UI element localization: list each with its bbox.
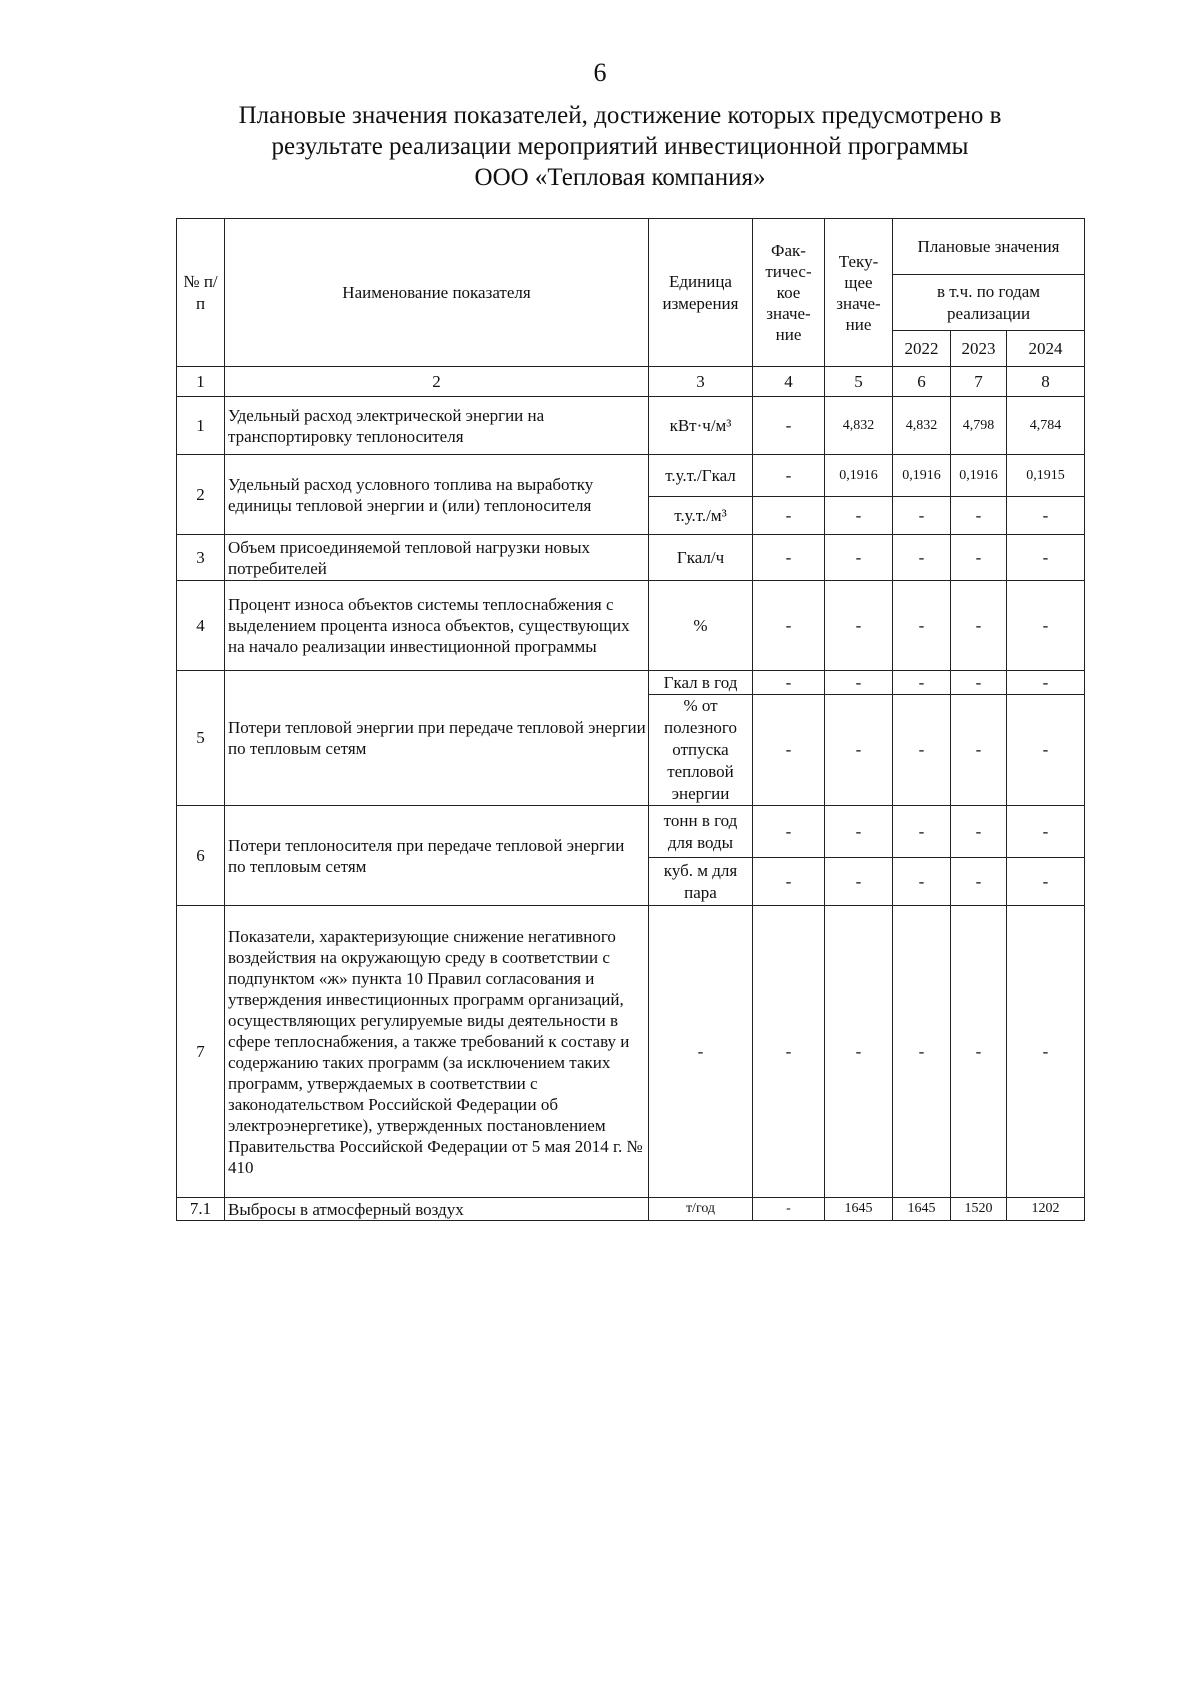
- row-current: 1645: [825, 1198, 893, 1221]
- row-2023: -: [951, 695, 1007, 806]
- header-unit: Единица измерения: [649, 219, 753, 367]
- header-year-2024: 2024: [1007, 331, 1085, 367]
- row-unit: кВт·ч/м³: [649, 397, 753, 455]
- row-2023: -: [951, 906, 1007, 1198]
- row-actual: -: [753, 906, 825, 1198]
- row-num: 3: [177, 535, 225, 581]
- table-row: [177, 1198, 1085, 1221]
- row-2024: 1202: [1007, 1198, 1085, 1221]
- row-2022: -: [893, 695, 951, 806]
- row-2022: 4,832: [893, 397, 951, 455]
- row-current: -: [825, 581, 893, 671]
- row-2024: 4,784: [1007, 397, 1085, 455]
- row-2024: -: [1007, 497, 1085, 535]
- row-unit: т/год: [649, 1198, 753, 1221]
- row-current: -: [825, 858, 893, 906]
- row-2024: -: [1007, 906, 1085, 1198]
- row-unit: % от полезного отпуска тепловой энергии: [649, 695, 753, 806]
- row-actual: -: [753, 581, 825, 671]
- table-row: [177, 535, 1085, 581]
- row-num: 7.1: [177, 1198, 225, 1221]
- header-by-years: в т.ч. по годам реализации: [893, 275, 1085, 331]
- row-name: Показатели, характеризующие снижение негативного воздействия на окружающую среду в соответствии с подпунктом «ж» пункта 10 Правил согласования и утверждения инвестиционных программ организаций, осуществляющих регулируемые виды деятельности в сфере теплоснабжения, а также требований к составу и содержанию таких программ (за исключением таких программ, утверждаемых в соответствии с законодательством Российской Федерации об электроэнергетике), утвержденных постановлением Правительства Российской Федерации от 5 мая 2014 г. № 410: [225, 906, 649, 1198]
- row-name: Объем присоединяемой тепловой нагрузки новых потребителей: [225, 535, 649, 581]
- row-actual: -: [753, 695, 825, 806]
- row-2024: -: [1007, 535, 1085, 581]
- title-line-1: Плановые значения показателей, достижение которых предусмотрено в: [238, 102, 1002, 129]
- row-name: Процент износа объектов системы теплоснабжения с выделением процента износа объектов, существующих на начало реализации инвестиционной программы: [225, 581, 649, 671]
- row-unit: т.у.т./м³: [649, 497, 753, 535]
- row-actual: -: [753, 858, 825, 906]
- row-current: 0,1916: [825, 455, 893, 497]
- row-current: -: [825, 535, 893, 581]
- document-title: [150, 100, 1090, 193]
- table-row: [177, 455, 1085, 497]
- header-planned: Плановые значения: [893, 219, 1085, 275]
- row-name: Удельный расход электрической энергии на транспортировку теплоносителя: [225, 397, 649, 455]
- col-number: 8: [1007, 367, 1085, 397]
- row-unit: тонн в год для воды: [649, 806, 753, 858]
- row-num: 7: [177, 906, 225, 1198]
- row-unit: т.у.т./Гкал: [649, 455, 753, 497]
- row-current: -: [825, 806, 893, 858]
- col-number: 6: [893, 367, 951, 397]
- row-current: 4,832: [825, 397, 893, 455]
- row-current: -: [825, 497, 893, 535]
- row-current: -: [825, 695, 893, 806]
- row-2023: 1520: [951, 1198, 1007, 1221]
- row-actual: -: [753, 497, 825, 535]
- title-line-2: результате реализации мероприятий инвестиционной программы: [271, 133, 969, 160]
- row-actual: -: [753, 806, 825, 858]
- row-num: 5: [177, 671, 225, 806]
- header-num: № п/п: [177, 219, 225, 367]
- row-name: Потери теплоносителя при передаче тепловой энергии по тепловым сетям: [225, 806, 649, 906]
- header-current: Теку-щее значе-ние: [825, 219, 893, 367]
- row-num: 6: [177, 806, 225, 906]
- row-2022: 0,1916: [893, 455, 951, 497]
- row-2022: -: [893, 581, 951, 671]
- col-number: 4: [753, 367, 825, 397]
- row-actual: -: [753, 671, 825, 695]
- header-year-2022: 2022: [893, 331, 951, 367]
- row-2023: -: [951, 806, 1007, 858]
- row-2023: 4,798: [951, 397, 1007, 455]
- row-name: Потери тепловой энергии при передаче тепловой энергии по тепловым сетям: [225, 671, 649, 806]
- row-num: 1: [177, 397, 225, 455]
- row-unit: Гкал/ч: [649, 535, 753, 581]
- table-row: [177, 671, 1085, 695]
- row-2023: -: [951, 535, 1007, 581]
- row-actual: -: [753, 397, 825, 455]
- col-number: 1: [177, 367, 225, 397]
- row-name: Удельный расход условного топлива на выработку единицы тепловой энергии и (или) теплоносителя: [225, 455, 649, 535]
- col-number: 5: [825, 367, 893, 397]
- title-line-3: ООО «Тепловая компания»: [474, 164, 766, 191]
- row-actual: -: [753, 455, 825, 497]
- row-2023: -: [951, 858, 1007, 906]
- row-2022: -: [893, 497, 951, 535]
- row-current: -: [825, 671, 893, 695]
- col-number: 2: [225, 367, 649, 397]
- row-2024: -: [1007, 671, 1085, 695]
- row-2022: -: [893, 806, 951, 858]
- row-2024: -: [1007, 581, 1085, 671]
- page-number: 6: [593, 58, 607, 87]
- row-2023: -: [951, 581, 1007, 671]
- row-2024: -: [1007, 858, 1085, 906]
- row-2024: -: [1007, 806, 1085, 858]
- table-row: [177, 397, 1085, 455]
- table-row: [177, 906, 1085, 1198]
- table-row: [177, 581, 1085, 671]
- row-2022: -: [893, 858, 951, 906]
- row-unit: %: [649, 581, 753, 671]
- row-unit: -: [649, 906, 753, 1198]
- row-2023: 0,1916: [951, 455, 1007, 497]
- row-unit: куб. м для пара: [649, 858, 753, 906]
- row-unit: Гкал в год: [649, 671, 753, 695]
- indicators-table: [176, 218, 1085, 1221]
- row-2024: -: [1007, 695, 1085, 806]
- header-name: Наименование показателя: [225, 219, 649, 367]
- table-row: [177, 806, 1085, 858]
- row-actual: -: [753, 1198, 825, 1221]
- row-num: 4: [177, 581, 225, 671]
- col-number: 7: [951, 367, 1007, 397]
- col-number: 3: [649, 367, 753, 397]
- row-2023: -: [951, 671, 1007, 695]
- row-2022: -: [893, 906, 951, 1198]
- row-2022: -: [893, 671, 951, 695]
- row-2023: -: [951, 497, 1007, 535]
- row-num: 2: [177, 455, 225, 535]
- header-actual: Фак-тичес-кое значе-ние: [753, 219, 825, 367]
- row-name: Выбросы в атмосферный воздух: [225, 1198, 649, 1221]
- row-2022: 1645: [893, 1198, 951, 1221]
- row-current: -: [825, 906, 893, 1198]
- row-actual: -: [753, 535, 825, 581]
- row-2024: 0,1915: [1007, 455, 1085, 497]
- header-year-2023: 2023: [951, 331, 1007, 367]
- row-2022: -: [893, 535, 951, 581]
